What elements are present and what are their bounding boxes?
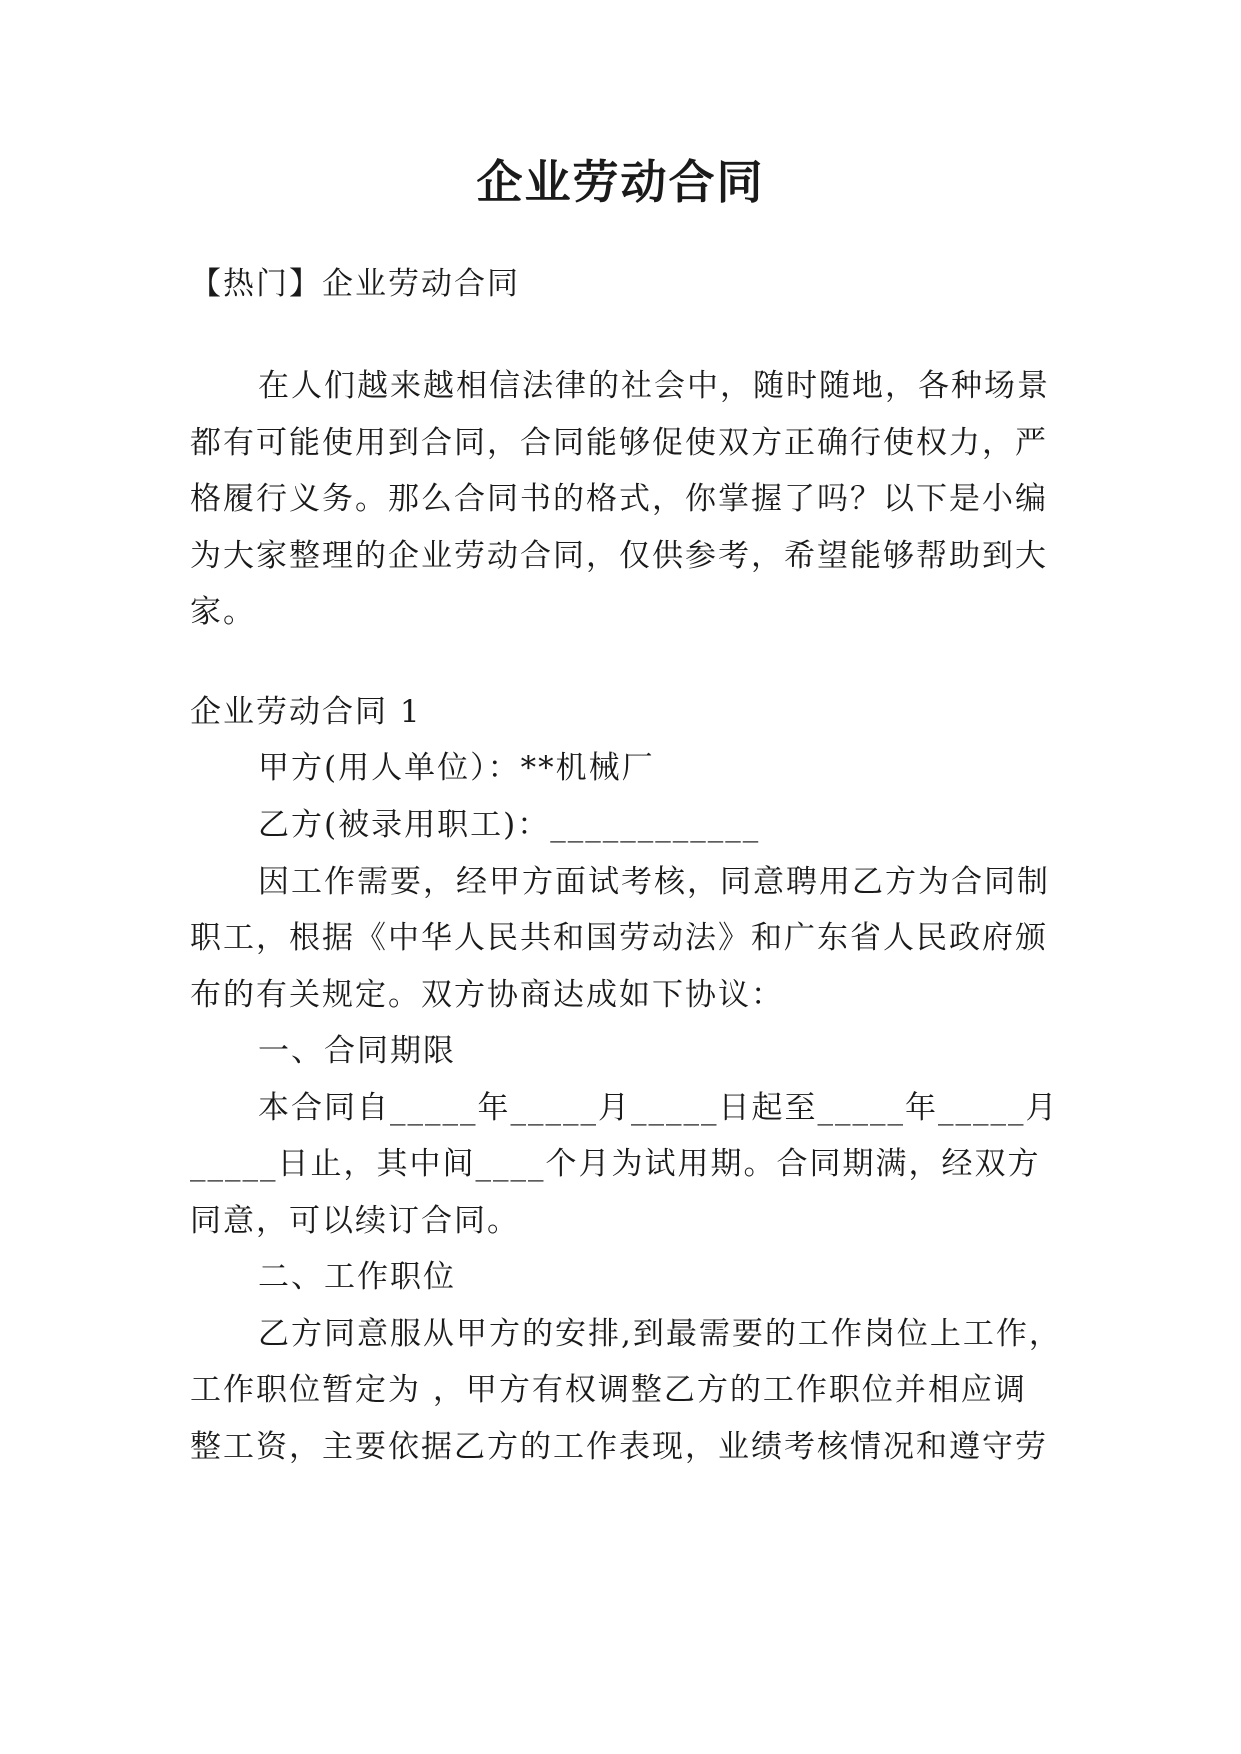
clause-2-title: 二、工作职位 (258, 1259, 456, 1295)
clause-2-line-1: 乙方同意服从甲方的安排,到最需要的工作岗位上工作， (258, 1316, 1062, 1352)
clause-2-line-2: 工作职位暂定为 ，甲方有权调整乙方的工作职位并相应调 (190, 1372, 1027, 1408)
preamble-line-1: 因工作需要，经甲方面试考核，同意聘用乙方为合同制 (258, 864, 1050, 900)
preamble-line-2: 职工，根据《中华人民共和国劳动法》和广东省人民政府颁 (190, 920, 1048, 956)
preamble-line-3: 布的有关规定。双方协商达成如下协议： (190, 977, 784, 1013)
clause-1-line-3: 同意，可以续订合同。 (190, 1203, 520, 1239)
clause-1-title: 一、合同期限 (258, 1033, 456, 1069)
intro-line-3: 格履行义务。那么合同书的格式，你掌握了吗？以下是小编 (190, 481, 1048, 517)
intro-line-4: 为大家整理的企业劳动合同，仅供参考，希望能够帮助到大 (190, 538, 1048, 574)
party-a-line: 甲方(用人单位）：**机械厂 (258, 750, 655, 786)
document-subtitle: 【热门】企业劳动合同 (190, 266, 520, 302)
clause-1-line-1: 本合同自_____年_____月_____日起至_____年_____月 (258, 1090, 1059, 1126)
intro-line-1: 在人们越来越相信法律的社会中，随时随地，各种场景 (258, 368, 1050, 404)
document-title: 企业劳动合同 (476, 155, 765, 209)
section-heading: 企业劳动合同 1 (190, 694, 422, 730)
party-b-line: 乙方(被录用职工)：____________ (258, 807, 761, 843)
intro-line-2: 都有可能使用到合同，合同能够促使双方正确行使权力，严 (190, 425, 1048, 461)
clause-2-line-3: 整工资，主要依据乙方的工作表现，业绩考核情况和遵守劳 (190, 1429, 1048, 1465)
clause-1-line-2: _____日止，其中间____个月为试用期。合同期满，经双方 (190, 1146, 1041, 1182)
intro-line-5: 家。 (190, 594, 256, 630)
